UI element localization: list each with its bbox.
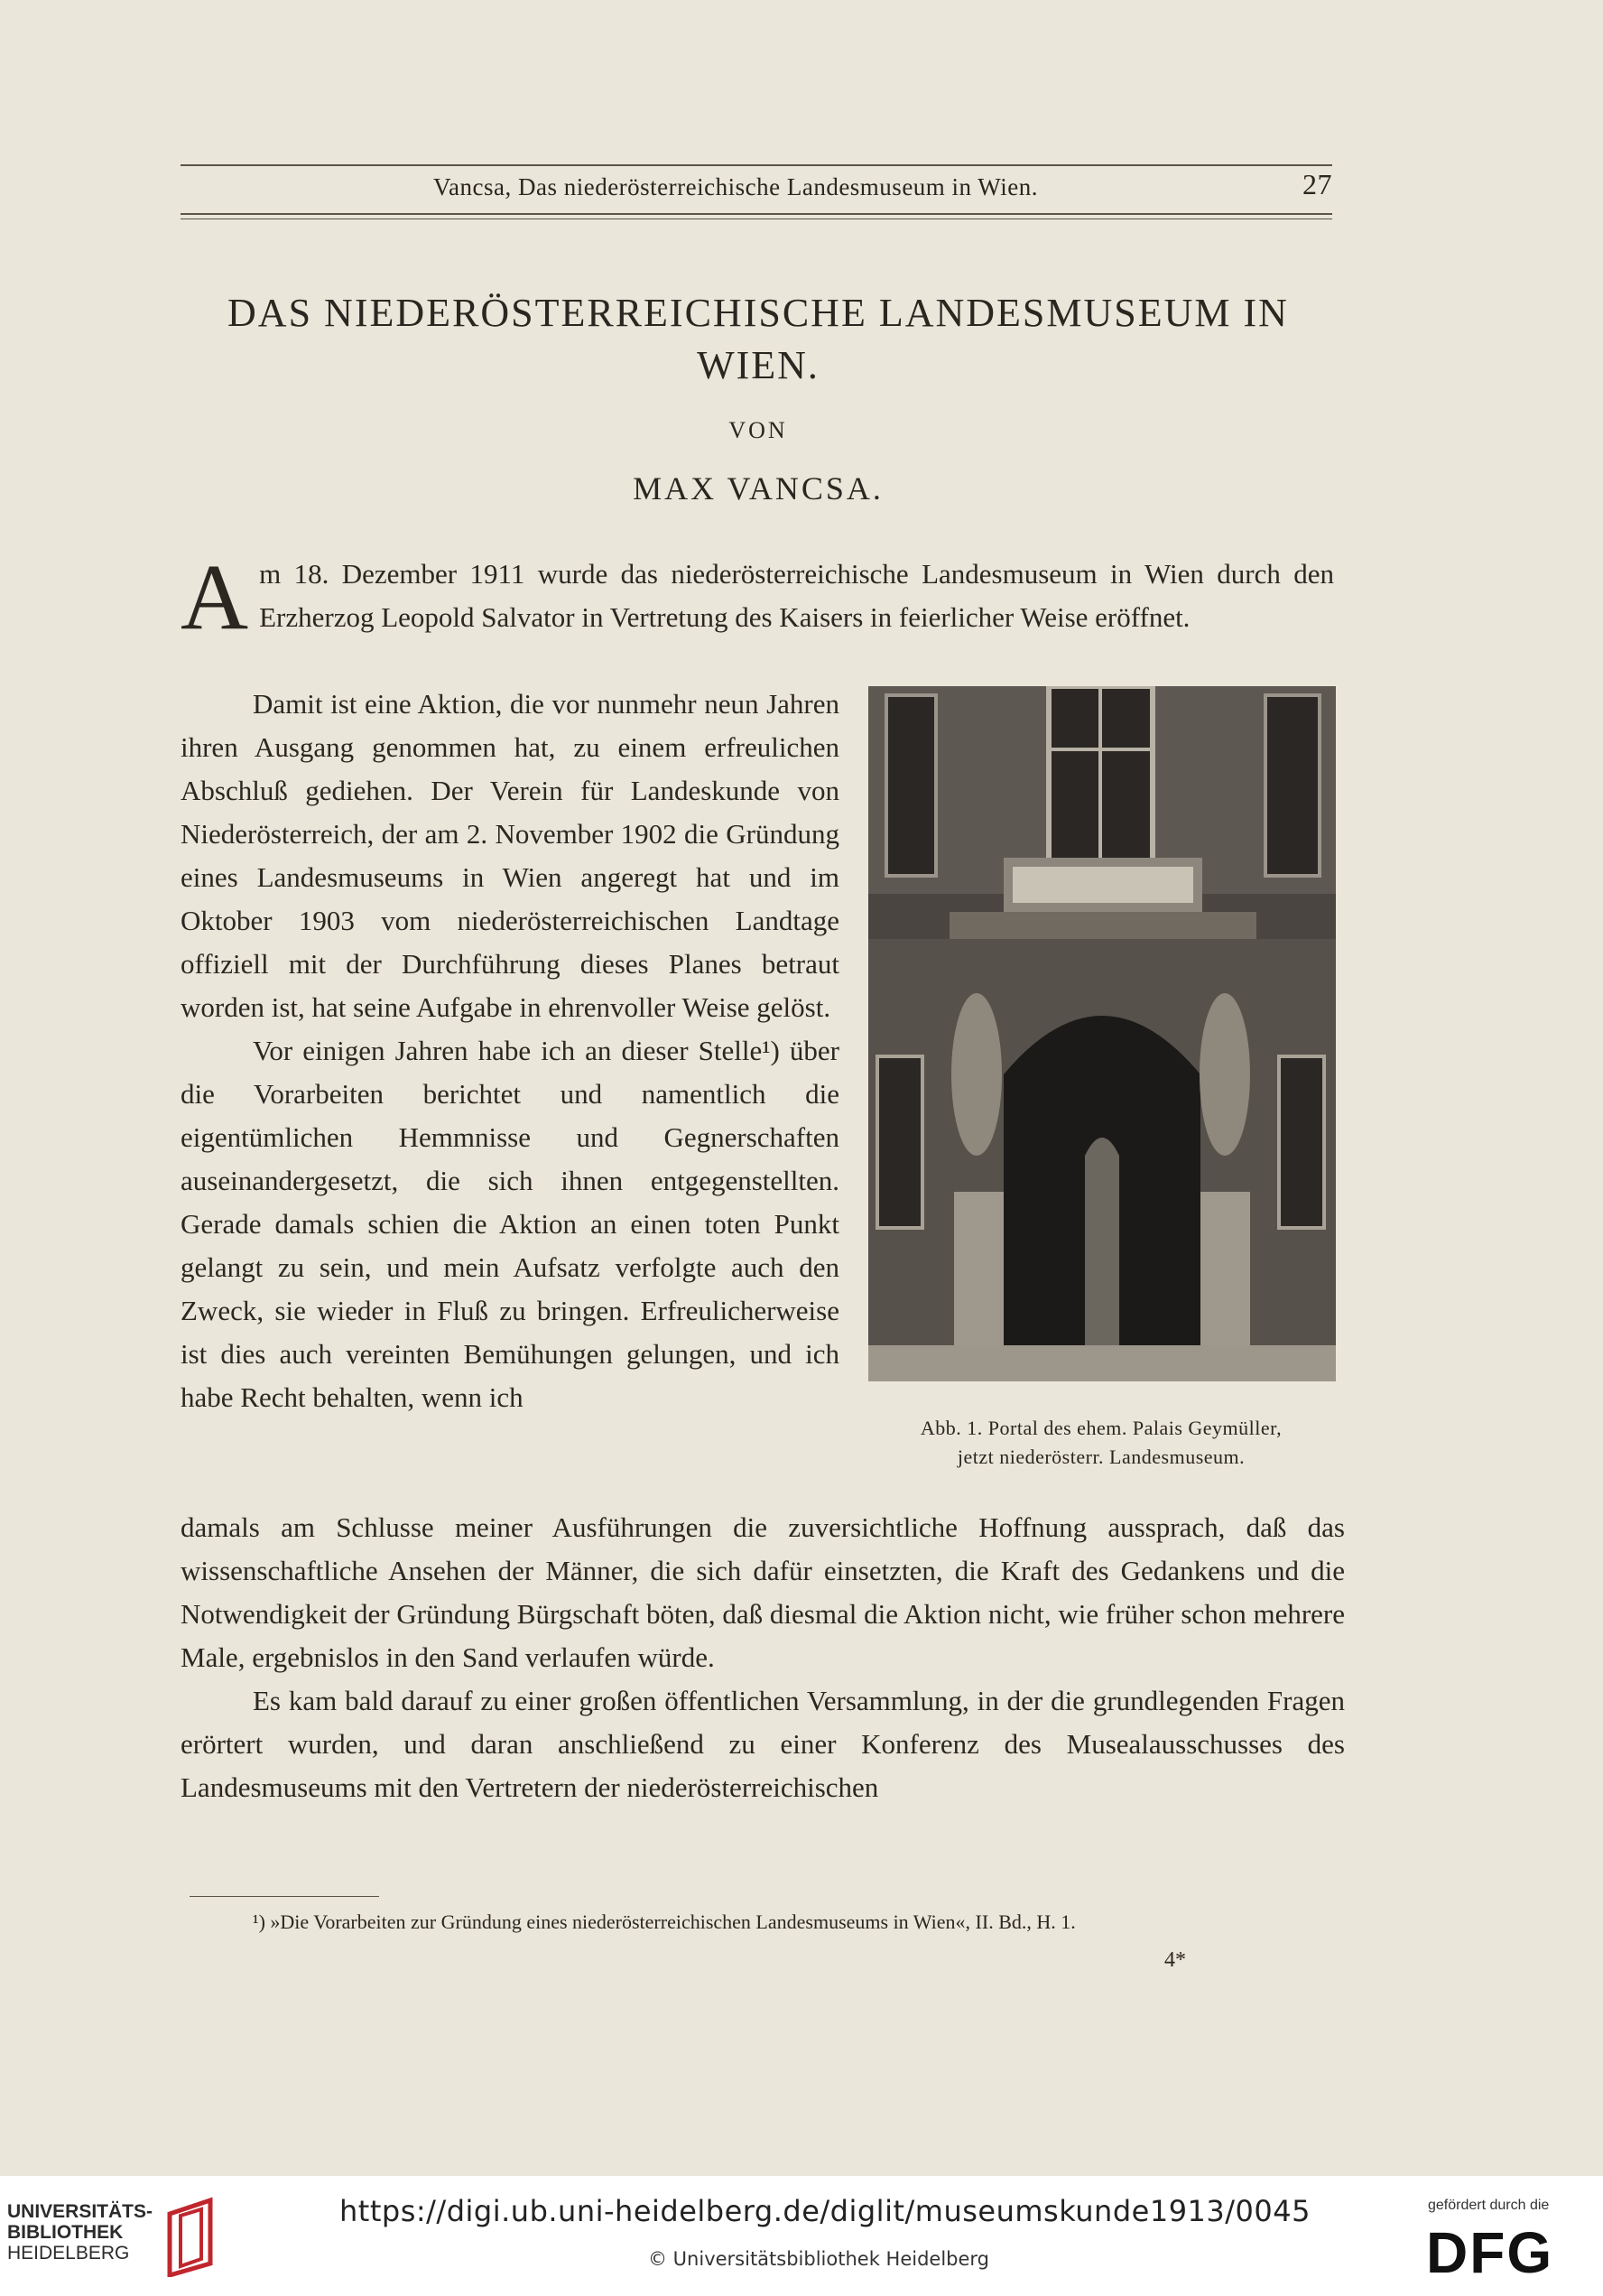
header-rule-bottom bbox=[181, 213, 1332, 215]
ub-heidelberg-logo[interactable] bbox=[7, 2201, 153, 2263]
portal-photograph bbox=[868, 686, 1336, 1381]
digitization-footer bbox=[0, 2176, 1603, 2296]
paragraph-3-continued: damals am Schlusse meiner Ausführungen die zuversichtliche Hoffnung aussprach, daß das wissenschaftliche Ansehen der Männer, die sich dafür einsetzten, die Kraft des Gedankens und die Notwendigkeit der Gründung Bürgschaft böten, daß diesmal die Aktion nicht, wie früher schon mehrere Male, ergebnislos in den Sand verlaufen würde. bbox=[181, 1511, 1345, 1673]
footnote: ¹) »Die Vorarbeiten zur Gründung eines niederösterreichischen Landesmuseums in Wien«, II. Bd., H. 1. bbox=[253, 1910, 1076, 1933]
paragraph-intro-text: m 18. Dezember 1911 wurde das niederösterreichische Landesmuseum in Wien durch den Erzherzog Leopold Salvator in Vertretung des Kaisers in feierlicher Weise eröffnet. bbox=[259, 558, 1334, 633]
paragraph-4: Es kam bald darauf zu einer großen öffentlichen Versammlung, in der die grundlegenden Fragen erörtert wurden, und daran anschließend zu einer Konferenz des Musealausschusses des Landesmuseums mit den Vertretern der niederösterreichischen bbox=[181, 1685, 1345, 1803]
paragraph-intro bbox=[181, 545, 1334, 649]
continued-text bbox=[181, 1506, 1345, 1809]
header-rule-double bbox=[181, 218, 1332, 219]
copyright-text: © Universitätsbibliothek Heidelberg bbox=[648, 2248, 990, 2270]
byline-von: VON bbox=[728, 417, 788, 443]
author-name: MAX VANCSA. bbox=[633, 470, 884, 507]
logo-line-1: UNIVERSITÄTS- bbox=[7, 2201, 153, 2222]
figure-caption-line-1: Abb. 1. Portal des ehem. Palais Geymüller, bbox=[920, 1417, 1283, 1439]
dfg-logo[interactable]: DFG bbox=[1426, 2220, 1554, 2285]
figure-caption-line-2: jetzt niederösterr. Landesmuseum. bbox=[957, 1445, 1246, 1468]
logo-line-3: HEIDELBERG bbox=[7, 2243, 130, 2263]
page-number: 27 bbox=[1302, 168, 1332, 200]
article-title: DAS NIEDERÖSTERREICHISCHE LANDESMUSEUM IN WIEN. bbox=[227, 291, 1289, 387]
column-text bbox=[181, 683, 839, 1419]
header-rule-top bbox=[181, 164, 1332, 166]
running-head-title: Vancsa, Das niederösterreichische Landesmuseum in Wien. bbox=[433, 173, 1038, 200]
footnote-rule bbox=[190, 1896, 379, 1897]
permalink-url[interactable]: https://digi.ub.uni-heidelberg.de/diglit/museumskunde1913/0045 bbox=[339, 2194, 1311, 2228]
drop-cap: A bbox=[181, 545, 249, 649]
paragraph-2: Damit ist eine Aktion, die vor nunmehr neun Jahren ihren Ausgang genommen hat, zu einem erfreulichen Abschluß gediehen. Der Verein für Landeskunde von Niederösterreich, der am 2. November 1902 die Gründung eines Landesmuseums in Wien angeregt hat und im Oktober 1903 vom niederösterreichischen Landtage offiziell mit der Durchführung dieses Planes betraut worden ist, hat seine Aufgabe in ehrenvoller Weise gelöst. bbox=[181, 688, 839, 1023]
paragraph-3-column: Vor einigen Jahren habe ich an dieser Stelle¹) über die Vorarbeiten berichtet und namentlich die eigentümlichen Hemmnisse und Gegnerschaften auseinandergesetzt, die sich ihnen entgegenstellten. Gerade damals schien die Aktion an einen toten Punkt gelangt zu sein, und mein Aufsatz verfolgte auch den Zweck, sie wieder in Fluß zu bringen. Erfreulicherweise ist dies auch vereinten Bemühungen gelungen, und ich habe Recht behalten, wenn ich bbox=[181, 1035, 839, 1413]
ub-mark-icon bbox=[161, 2196, 224, 2277]
funding-label: gefördert durch die bbox=[1428, 2198, 1550, 2213]
signature-mark: 4* bbox=[1164, 1948, 1186, 1972]
portal-photo-illustration bbox=[868, 686, 1336, 1381]
logo-line-2: BIBLIOTHEK bbox=[7, 2222, 124, 2243]
running-head bbox=[181, 168, 1332, 208]
figure-caption bbox=[848, 1414, 1354, 1472]
